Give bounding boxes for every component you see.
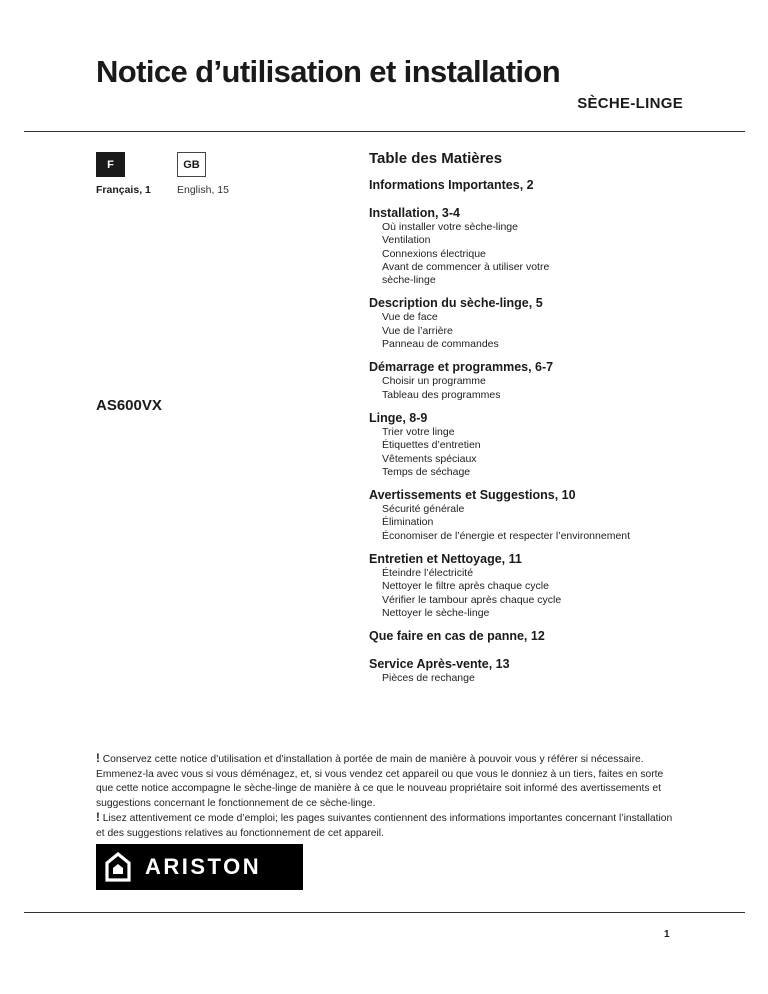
toc-section-title: Avertissements et Suggestions, 10	[369, 488, 576, 503]
toc-item: Vue de l’arrière	[382, 324, 453, 337]
bottom-divider	[24, 912, 745, 913]
toc-item: Nettoyer le filtre après chaque cycle	[382, 580, 549, 593]
warning-mark: !	[96, 753, 100, 765]
table-of-contents	[369, 150, 739, 695]
toc-section-title: Linge, 8-9	[369, 410, 428, 425]
toc-item: Connexions électrique	[382, 247, 486, 260]
toc-item: Sécurité générale	[382, 503, 465, 516]
toc-section-title: Informations Importantes, 2	[369, 178, 534, 192]
toc-item: Étiquettes d’entretien	[382, 439, 481, 452]
toc-section-title: Description du sèche-linge, 5	[369, 296, 543, 311]
toc-section-title: Que faire en cas de panne, 12	[369, 629, 545, 644]
toc-item-list	[369, 503, 739, 543]
toc-item: Panneau de commandes	[382, 338, 499, 351]
toc-item: Vérifier le tambour après chaque cycle	[382, 593, 562, 606]
toc-section	[369, 360, 739, 402]
toc-item: Vue de face	[382, 311, 438, 324]
toc-item-list	[369, 311, 739, 351]
toc-section-title: Service Après-vente, 13	[369, 657, 510, 672]
toc-section	[369, 411, 739, 479]
toc-item-list	[369, 672, 739, 685]
toc-section-title: Démarrage et programmes, 6-7	[369, 360, 554, 375]
toc-item: Élimination	[382, 516, 434, 529]
toc-item: Avant de commencer à utiliser votre	[382, 260, 550, 273]
toc-item: Où installer votre sèche-linge	[382, 221, 518, 233]
notice-block	[96, 752, 676, 842]
notice-text-1: Conservez cette notice d’utilisation et d’installation à portée de main de manière à pouvoir vous y référer si nécessaire. Emmenez-la avec vous si vous déménagez, et, si vous vendez cet appareil ou que vous le donniez à un tiers, faites en sorte que cette notice accompagne le sèche-linge de manière à ce que le nouveau propriétaire soit informé des avertissements et suggestions concernant le fonctionnement de ce sèche-linge.	[96, 754, 664, 809]
toc-section	[369, 206, 739, 287]
toc-item: Trier votre linge	[382, 425, 455, 438]
language-label-gb: English, 15	[177, 184, 229, 196]
toc-item: Pièces de rechange	[382, 672, 475, 685]
notice-paragraph-2	[96, 811, 676, 841]
language-tab-gb[interactable]: GB	[177, 152, 206, 177]
top-divider	[24, 131, 745, 132]
toc-item: Éteindre l’électricité	[382, 567, 474, 580]
toc-section	[369, 552, 739, 620]
toc-section-title: Installation, 3-4	[369, 206, 460, 220]
toc-item-list	[369, 375, 739, 402]
toc-item: Temps de séchage	[382, 465, 471, 478]
toc-section	[369, 488, 739, 543]
page-number: 1	[664, 929, 670, 940]
toc-section-title: Entretien et Nettoyage, 11	[369, 552, 522, 567]
toc-sections	[369, 178, 739, 686]
toc-item: Ventilation	[382, 234, 431, 247]
toc-section	[369, 657, 739, 685]
notice-text-2: Lisez attentivement ce mode d’emploi; les pages suivantes contiennent des informations importantes concernant l’installation et des suggestions relatives au fonctionnement de cet appareil.	[96, 813, 673, 839]
toc-item: Tableau des programmes	[382, 388, 501, 401]
document-title: Notice d’utilisation et installation	[96, 54, 561, 89]
brand-name: ARISTON	[145, 854, 262, 879]
toc-item: Nettoyer le sèche-linge	[382, 606, 490, 619]
notice-paragraph-1	[96, 752, 676, 811]
language-tab-fr[interactable]: F	[96, 152, 125, 177]
toc-item: Économiser de l’énergie et respecter l’environnement	[382, 529, 631, 542]
toc-heading: Table des Matières	[369, 150, 503, 167]
toc-section	[369, 629, 739, 644]
toc-item: sèche-linge	[382, 274, 436, 287]
model-number: AS600VX	[96, 397, 162, 414]
toc-item: Choisir un programme	[382, 375, 486, 388]
toc-item-list	[369, 567, 739, 620]
house-logo-icon	[105, 852, 131, 882]
language-label-fr: Français, 1	[96, 184, 151, 196]
brand-logo	[96, 844, 303, 890]
warning-mark: !	[96, 812, 100, 825]
toc-section	[369, 296, 739, 351]
product-type: SÈCHE-LINGE	[577, 95, 683, 112]
toc-section	[369, 178, 739, 193]
toc-item-list	[369, 221, 739, 287]
toc-item: Vêtements spéciaux	[382, 452, 477, 465]
toc-item-list	[369, 426, 739, 479]
